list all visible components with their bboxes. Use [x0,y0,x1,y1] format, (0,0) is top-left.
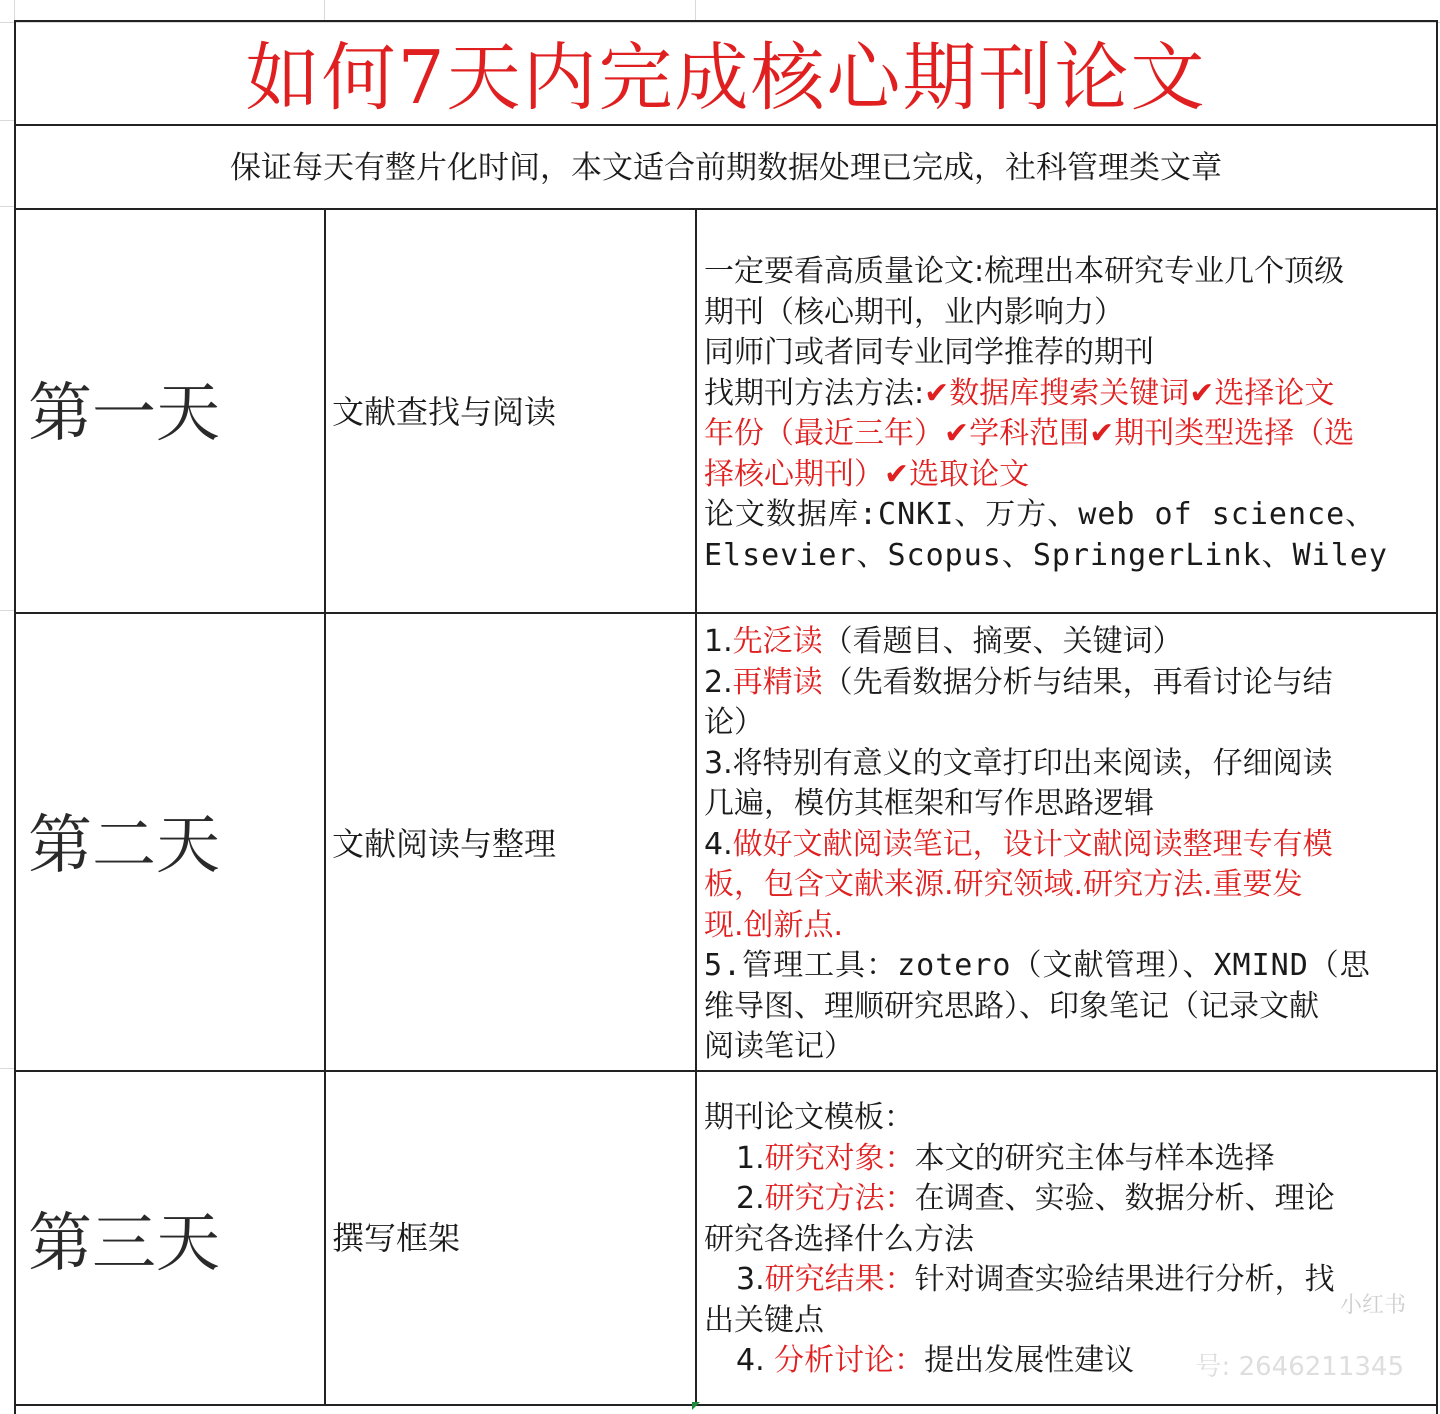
detail-run: 4. [736,1343,775,1378]
highlight-text: 分析讨论： [774,1343,925,1378]
highlight-text: 择核心期刊）✔选取论文 [704,456,1030,492]
watermark-account: 号: 2646211345 [1195,1352,1404,1382]
detail-run: 1. [704,624,733,659]
task-cell[interactable] [326,614,697,1070]
cell-corner-marker [692,1402,700,1410]
detail-cell[interactable] [697,210,1436,612]
detail-line [704,374,1430,415]
detail-run: 针对调查实验结果进行分析，找 [914,1262,1335,1297]
detail-cell[interactable] [697,614,1436,1070]
detail-line [704,622,1430,663]
detail-line [704,1027,1430,1068]
detail-text [704,1098,1430,1382]
highlight-text: 研究结果： [764,1262,915,1297]
highlight-text: 现.创新点. [704,907,844,943]
detail-line [704,536,1430,577]
detail-run: 几遍，模仿其框架和写作思路逻辑 [704,786,1154,821]
watermark-brand: 小红书 [1339,1293,1406,1318]
detail-run: 期刊论文模板： [704,1100,914,1135]
detail-line [704,333,1430,374]
detail-line [704,1139,1430,1180]
detail-run: 维导图、理顺研究思路）、印象笔记（记录文献 [704,988,1319,1024]
day-row-2 [16,614,1436,1072]
detail-run: 研究各选择什么方法 [704,1221,974,1257]
subtitle-row[interactable] [16,126,1436,210]
detail-run: 3.将特别有意义的文章打印出来阅读，仔细阅读 [704,745,1333,781]
detail-run: 论） [704,705,764,740]
day-cell[interactable] [16,614,326,1070]
detail-run: 阅读笔记） [704,1029,854,1064]
column-divider-c [695,0,696,22]
title-row[interactable] [16,22,1436,126]
detail-line [704,1179,1430,1220]
page-subtitle: 保证每天有整片化时间，本文适合前期数据处理已完成，社科管理类文章 [230,150,1222,186]
detail-text [704,252,1430,576]
row-header-gutter [0,0,15,1414]
column-divider-b [324,0,325,22]
detail-run: 一定要看高质量论文:梳理出本研究专业几个顶级 [704,254,1345,289]
detail-run: 提出发展性建议 [924,1343,1135,1378]
detail-run: 同师门或者同专业同学推荐的期刊 [704,335,1154,370]
detail-line [704,987,1430,1028]
detail-line [704,1098,1430,1139]
detail-run: 5.管理工具：zotero（文献管理）、XMIND（思 [704,948,1371,983]
highlight-text: 年份（最近三年）✔学科范围✔期刊类型选择（选 [704,416,1355,451]
detail-run: 1. [736,1140,765,1176]
detail-run: 2. [704,664,733,700]
detail-line [704,252,1430,293]
detail-line [704,825,1430,866]
highlight-text: 板，包含文献来源.研究领域.研究方法.重要发 [704,867,1303,902]
plan-table [14,20,1438,1414]
day-label: 第一天 [28,377,220,451]
detail-line [704,906,1430,947]
detail-line [704,663,1430,704]
detail-line [704,784,1430,825]
detail-line [704,293,1430,334]
detail-run: 4. [704,826,733,862]
day-label: 第二天 [28,809,220,883]
detail-run: （看题目、摘要、关键词） [822,624,1183,659]
detail-line [704,1260,1430,1301]
day-label: 第三天 [28,1207,220,1281]
task-label: 文献阅读与整理 [332,825,557,863]
task-label: 文献查找与阅读 [332,393,557,431]
detail-line [704,455,1430,496]
highlight-text: 研究方法： [764,1181,915,1216]
detail-line [704,865,1430,906]
row-gridline [0,206,14,207]
detail-run: 在调查、实验、数据分析、理论 [914,1181,1335,1216]
detail-run: （先看数据分析与结果，再看讨论与结 [822,664,1333,700]
detail-line [704,495,1430,536]
day-cell[interactable] [16,1072,326,1404]
task-cell[interactable] [326,210,697,612]
detail-run: 期刊（核心期刊，业内影响力） [704,294,1124,330]
row-gridline [0,120,14,121]
highlight-text: 先泛读 [732,624,823,659]
highlight-text: 做好文献阅读笔记，设计文献阅读整理专有模 [732,826,1333,862]
detail-line [704,414,1430,455]
page-title: 如何7天内完成核心期刊论文 [245,35,1207,121]
detail-run: 本文的研究主体与样本选择 [914,1140,1275,1176]
detail-run: 找期刊方法方法: [704,375,925,411]
detail-run: 出关键点 [704,1302,824,1338]
day-cell[interactable] [16,210,326,612]
detail-line [704,1301,1430,1342]
detail-run: 2. [736,1181,765,1216]
row-gridline [0,610,14,611]
detail-line [704,946,1430,987]
highlight-text: 再精读 [732,664,823,700]
highlight-text: ✔数据库搜索关键词✔选择论文 [924,375,1335,411]
detail-run: 论文数据库:CNKI、万方、web of science、 [704,497,1377,532]
detail-line [704,744,1430,785]
detail-line [704,1220,1430,1261]
detail-run: Elsevier、Scopus、SpringerLink、Wiley [704,537,1388,573]
task-cell[interactable] [326,1072,697,1404]
detail-text [704,622,1430,1068]
highlight-text: 研究对象： [764,1140,915,1176]
day-row-1 [16,210,1436,614]
row-gridline [0,1068,14,1069]
detail-line [704,703,1430,744]
detail-run: 3. [736,1262,765,1297]
task-label: 撰写框架 [332,1219,461,1257]
